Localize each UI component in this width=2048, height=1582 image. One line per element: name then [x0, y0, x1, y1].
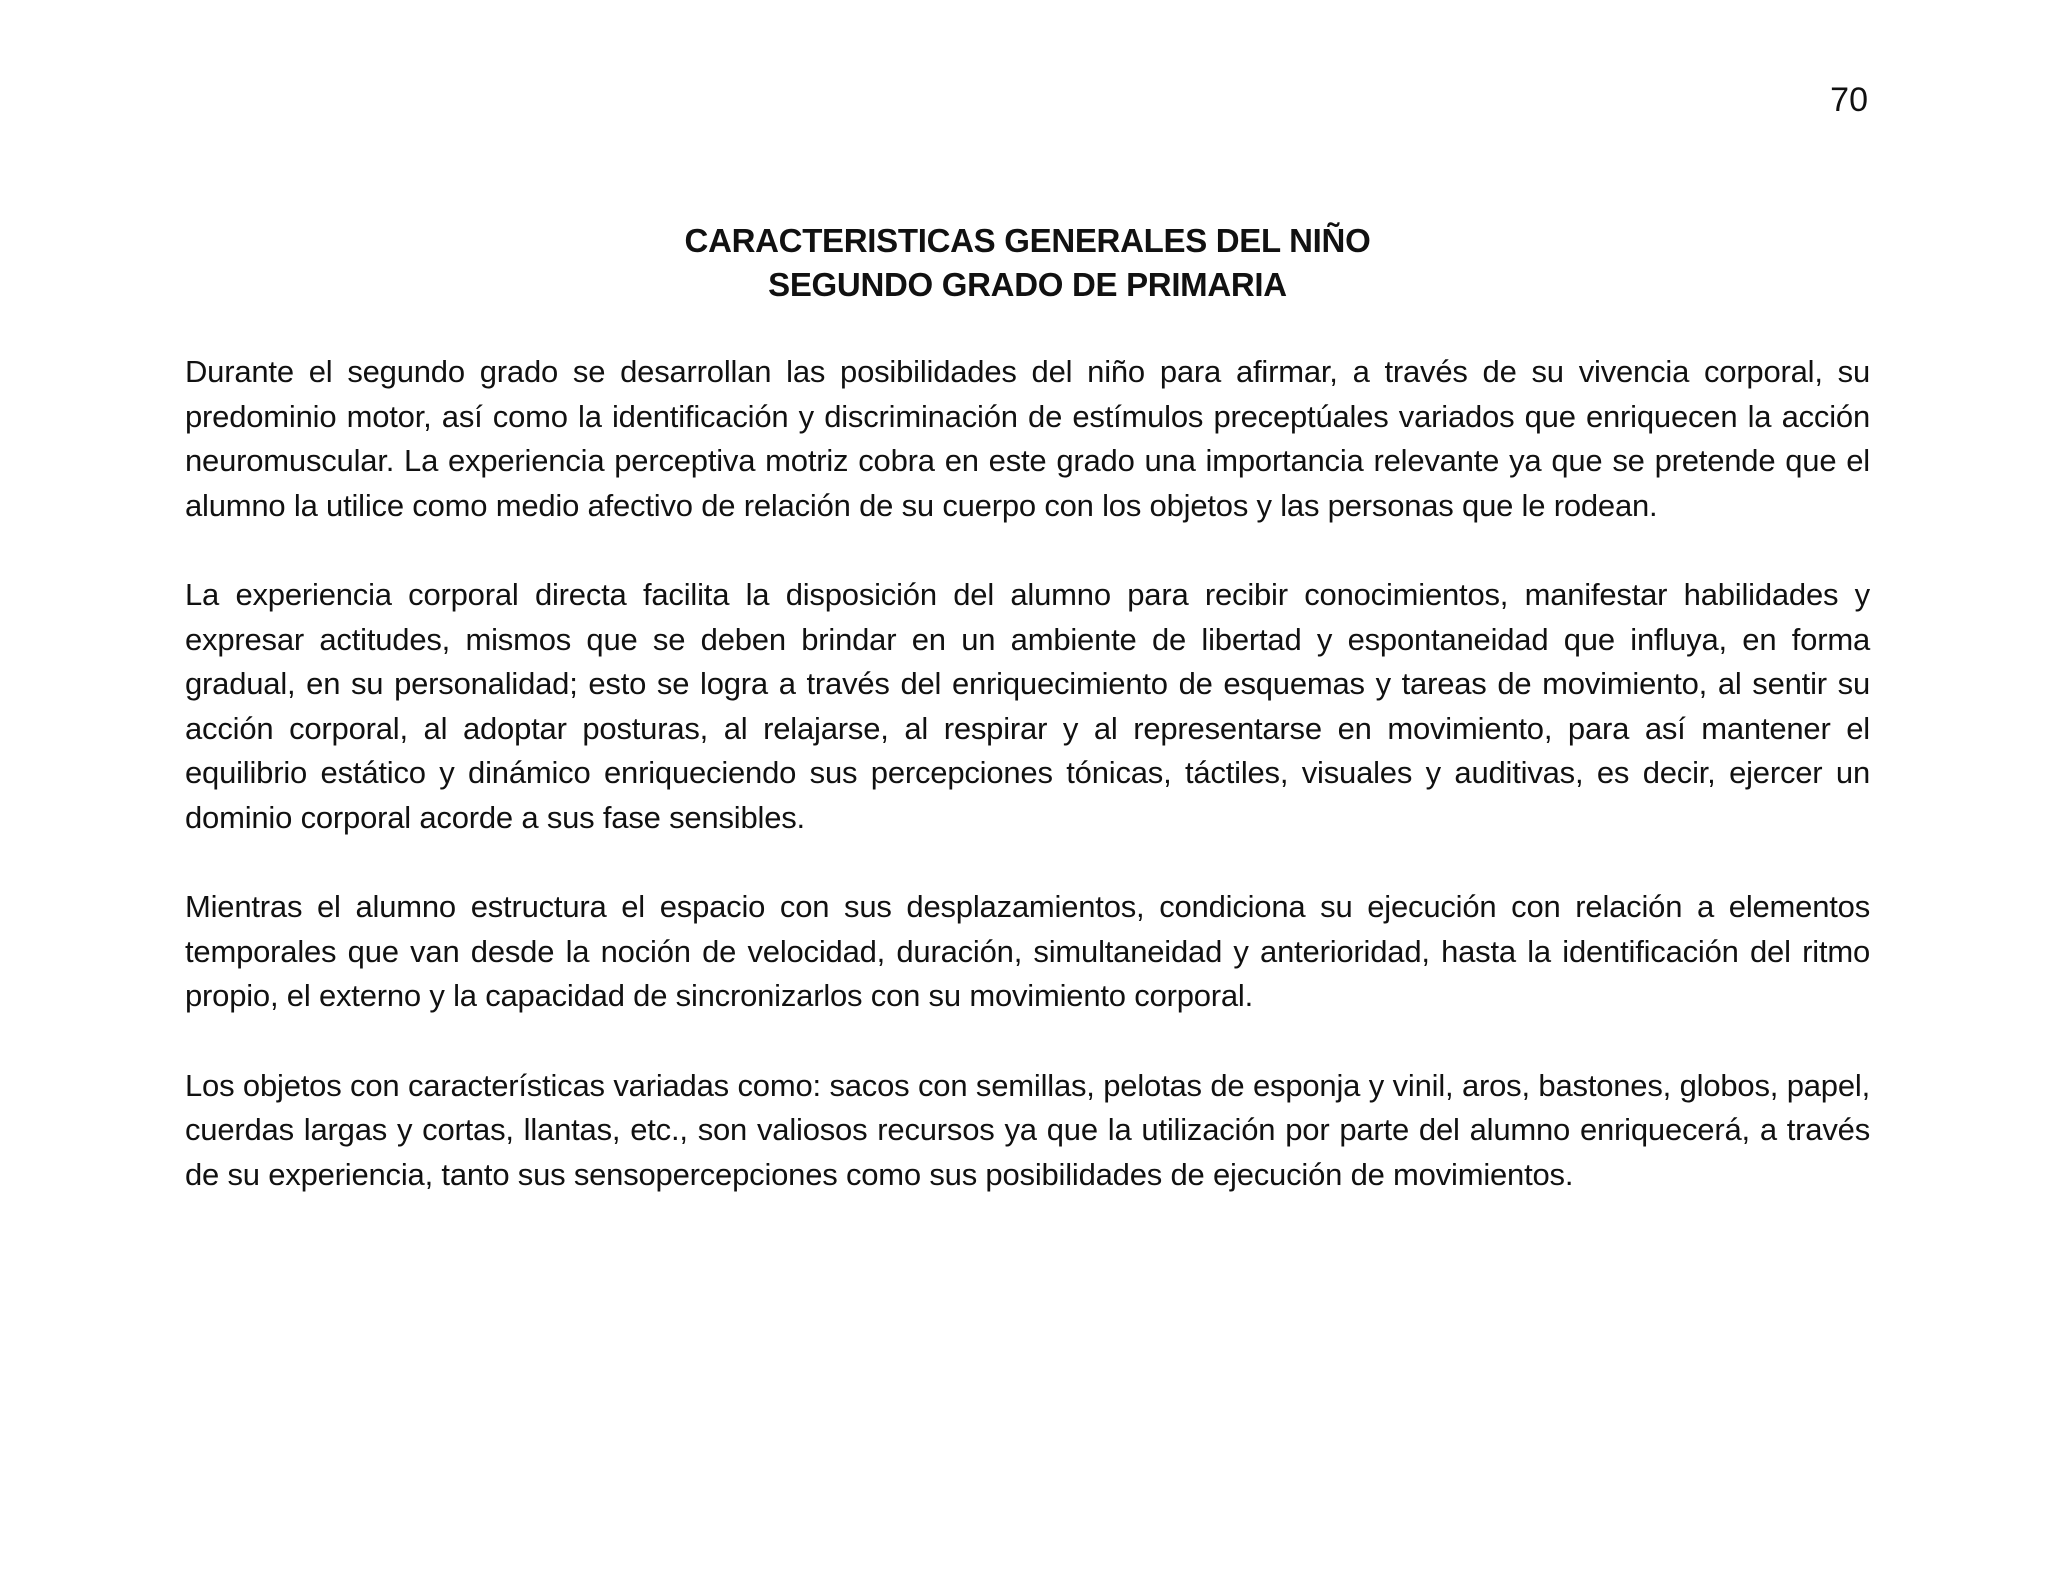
paragraph-2: La experiencia corporal directa facilita la disposición del alumno para recibir conocimientos, manifestar habilidades y expresar actitudes, mismos que se deben brindar en un ambiente de libertad y espontaneidad que influya, en forma gradual, en su personalidad; esto se logra a través del enriquecimiento de esquemas y tareas de movimiento, al sentir su acción corporal, al adoptar posturas, al relajarse, al respirar y al representarse en movimiento, para así mantener el equilibrio estático y dinámico enriqueciendo sus percepciones tónicas, táctiles, visuales y auditivas, es decir, ejercer un dominio corporal acorde a sus fase sensibles. — [185, 577, 1870, 835]
title-line-1: CARACTERISTICAS GENERALES DEL NIÑO — [684, 222, 1371, 259]
page-number: 70 — [1830, 81, 1868, 119]
paragraph-4: Los objetos con características variadas como: sacos con semillas, pelotas de esponja y vinil, aros, bastones, globos, papel, cuerdas largas y cortas, llantas, etc., son valiosos recursos ya que la utilización por parte del alumno enriquecerá, a través de su experiencia, tanto sus sensopercepciones como sus posibilidades de ejecución de movimientos. — [185, 1067, 1870, 1192]
title-line-2: SEGUNDO GRADO DE PRIMARIA — [768, 266, 1287, 303]
page-title — [185, 219, 1870, 307]
body-text — [185, 350, 1870, 1242]
paragraph-1: Durante el segundo grado se desarrollan las posibilidades del niño para afirmar, a través de su vivencia corporal, su predominio motor, así como la identificación y discriminación de estímulos preceptúales variados que enriquecen la acción neuromuscular. La experiencia perceptiva motriz cobra en este grado una importancia relevante ya que se pretende que el alumno la utilice como medio afectivo de relación de su cuerpo con los objetos y las personas que le rodean. — [185, 354, 1870, 523]
paragraph-3: Mientras el alumno estructura el espacio con sus desplazamientos, condiciona su ejecución con relación a elementos temporales que van desde la noción de velocidad, duración, simultaneidad y anterioridad, hasta la identificación del ritmo propio, el externo y la capacidad de sincronizarlos con su movimiento corporal. — [185, 889, 1870, 1013]
